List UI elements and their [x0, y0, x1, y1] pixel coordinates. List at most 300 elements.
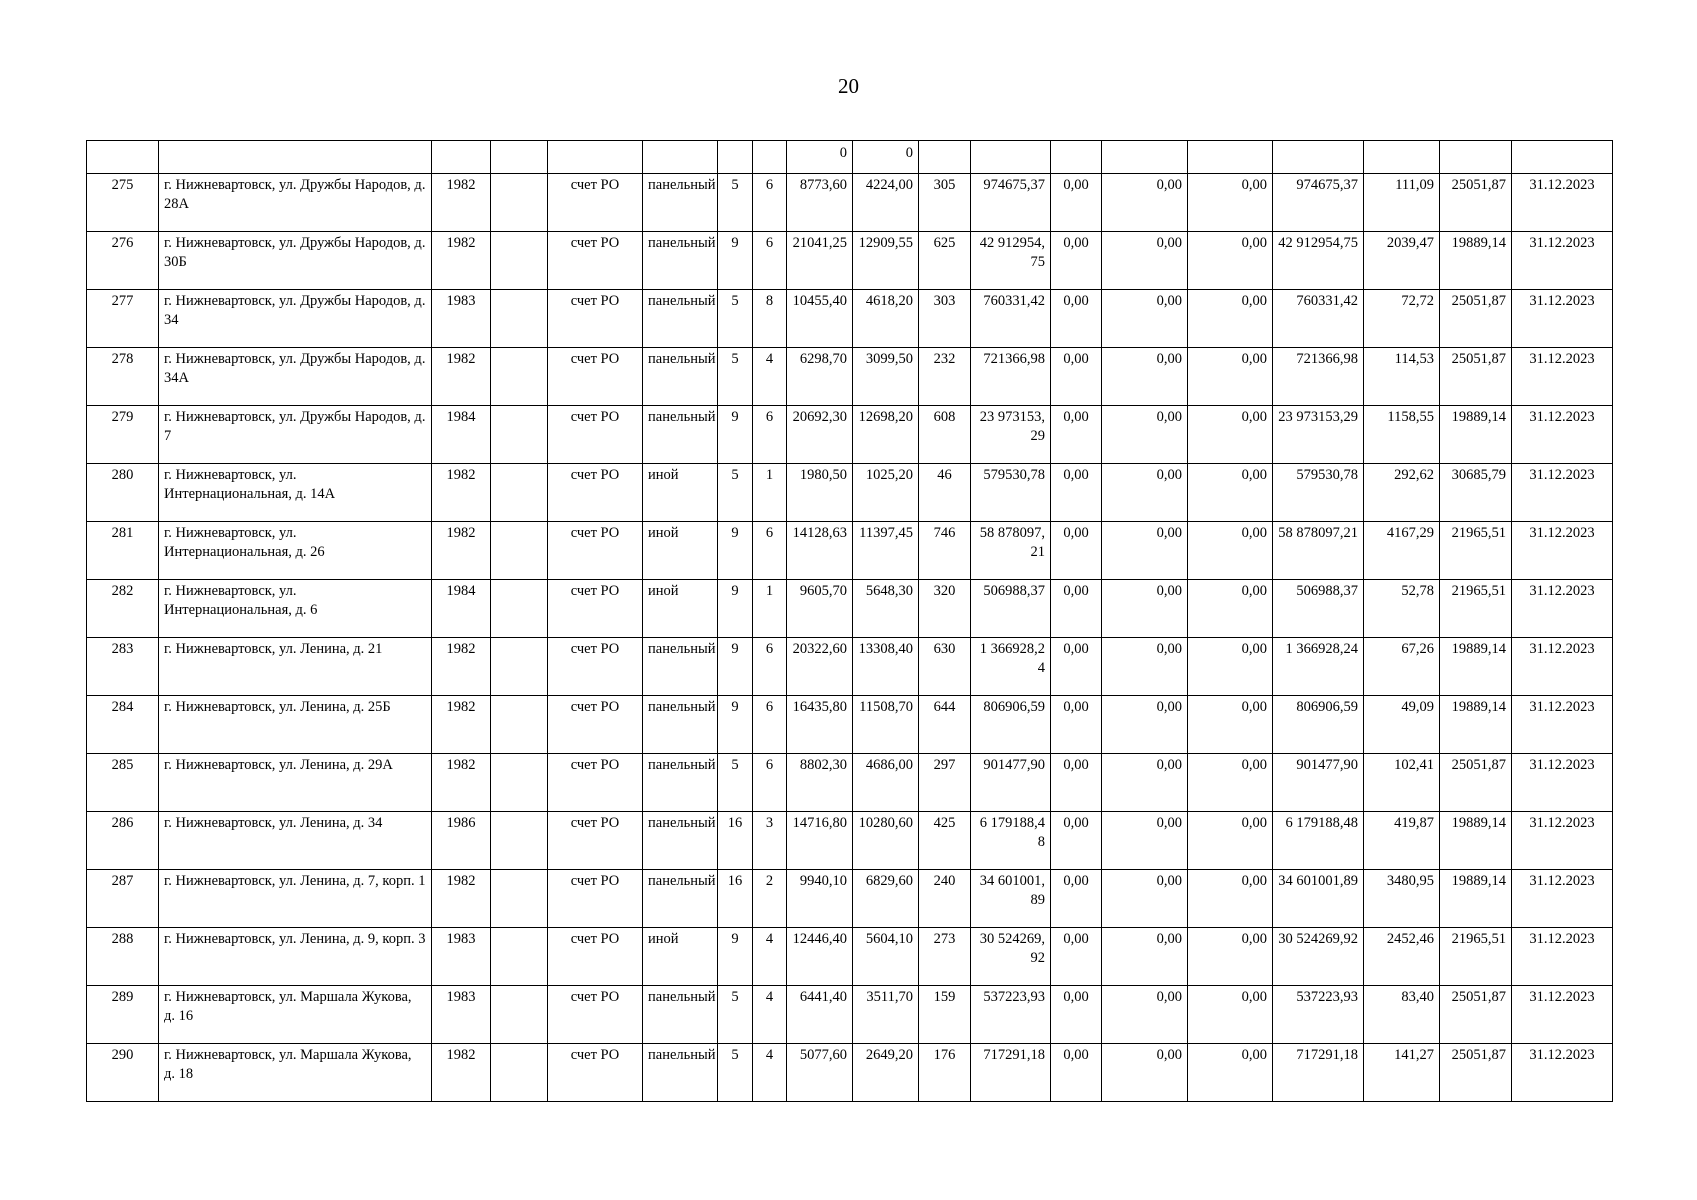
- cell-residents: 305: [919, 174, 971, 232]
- cell-cost-fed: 0,00: [1051, 464, 1102, 522]
- cell-cost-local: 0,00: [1188, 986, 1273, 1044]
- cell-material: панельный: [643, 812, 718, 870]
- cell-limit-cost: 25051,87: [1440, 290, 1512, 348]
- cell-unit-cost: 49,09: [1364, 696, 1440, 754]
- cell-cost-owners: 34 601001,89: [1273, 870, 1364, 928]
- cell-address: г. Нижневартовск, ул. Дружбы Народов, д. 34А: [159, 348, 432, 406]
- cell-cost-region: 0,00: [1102, 174, 1188, 232]
- cell-floors: 9: [718, 232, 753, 290]
- cell-date: 31.12.2023: [1512, 406, 1613, 464]
- cell-year: 1982: [432, 754, 491, 812]
- cell-cost-total: 721366,98: [971, 348, 1051, 406]
- cell-cost-owners: 42 912954,75: [1273, 232, 1364, 290]
- continuation-cell: [491, 141, 548, 174]
- continuation-cell: [1102, 141, 1188, 174]
- cell-residents: 176: [919, 1044, 971, 1102]
- cell-number: 285: [87, 754, 159, 812]
- cell-empty: [491, 870, 548, 928]
- cell-unit-cost: 83,40: [1364, 986, 1440, 1044]
- cell-limit-cost: 21965,51: [1440, 928, 1512, 986]
- continuation-cell: [1051, 141, 1102, 174]
- cell-limit-cost: 25051,87: [1440, 348, 1512, 406]
- cell-date: 31.12.2023: [1512, 928, 1613, 986]
- cell-unit-cost: 72,72: [1364, 290, 1440, 348]
- cell-cost-owners: 901477,90: [1273, 754, 1364, 812]
- table-row: [87, 232, 1613, 290]
- cell-cost-total: 30 524269,92: [971, 928, 1051, 986]
- cell-fund: счет РО: [548, 986, 643, 1044]
- cell-cost-fed: 0,00: [1051, 928, 1102, 986]
- cell-cost-region: 0,00: [1102, 638, 1188, 696]
- cell-cost-total: 1 366928,24: [971, 638, 1051, 696]
- cell-limit-cost: 19889,14: [1440, 232, 1512, 290]
- cell-date: 31.12.2023: [1512, 290, 1613, 348]
- cell-fund: счет РО: [548, 928, 643, 986]
- cell-area-living: 5604,10: [853, 928, 919, 986]
- cell-number: 281: [87, 522, 159, 580]
- cell-cost-region: 0,00: [1102, 812, 1188, 870]
- cell-area-total: 20322,60: [787, 638, 853, 696]
- cell-cost-local: 0,00: [1188, 1044, 1273, 1102]
- cell-cost-region: 0,00: [1102, 986, 1188, 1044]
- cell-limit-cost: 25051,87: [1440, 754, 1512, 812]
- table-row: [87, 464, 1613, 522]
- cell-cost-owners: 806906,59: [1273, 696, 1364, 754]
- cell-area-living: 4224,00: [853, 174, 919, 232]
- continuation-cell: [87, 141, 159, 174]
- cell-unit-cost: 2452,46: [1364, 928, 1440, 986]
- cell-area-living: 13308,40: [853, 638, 919, 696]
- cell-cost-region: 0,00: [1102, 348, 1188, 406]
- cell-cost-local: 0,00: [1188, 928, 1273, 986]
- cell-cost-fed: 0,00: [1051, 174, 1102, 232]
- cell-area-total: 14128,63: [787, 522, 853, 580]
- cell-entrances: 4: [753, 348, 787, 406]
- cell-fund: счет РО: [548, 290, 643, 348]
- cell-fund: счет РО: [548, 522, 643, 580]
- cell-floors: 5: [718, 174, 753, 232]
- cell-cost-region: 0,00: [1102, 522, 1188, 580]
- cell-material: панельный: [643, 696, 718, 754]
- table-row: [87, 928, 1613, 986]
- cell-cost-local: 0,00: [1188, 522, 1273, 580]
- cell-area-total: 20692,30: [787, 406, 853, 464]
- cell-empty: [491, 174, 548, 232]
- cell-area-total: 6298,70: [787, 348, 853, 406]
- table-row: [87, 754, 1613, 812]
- cell-floors: 9: [718, 638, 753, 696]
- cell-cost-fed: 0,00: [1051, 580, 1102, 638]
- cell-cost-fed: 0,00: [1051, 986, 1102, 1044]
- cell-year: 1983: [432, 986, 491, 1044]
- register-table: [86, 140, 1613, 1102]
- cell-limit-cost: 19889,14: [1440, 812, 1512, 870]
- cell-material: панельный: [643, 870, 718, 928]
- cell-fund: счет РО: [548, 406, 643, 464]
- cell-address: г. Нижневартовск, ул. Ленина, д. 25Б: [159, 696, 432, 754]
- cell-unit-cost: 114,53: [1364, 348, 1440, 406]
- cell-cost-total: 717291,18: [971, 1044, 1051, 1102]
- cell-residents: 625: [919, 232, 971, 290]
- cell-cost-local: 0,00: [1188, 174, 1273, 232]
- cell-limit-cost: 25051,87: [1440, 986, 1512, 1044]
- cell-unit-cost: 292,62: [1364, 464, 1440, 522]
- cell-cost-owners: 1 366928,24: [1273, 638, 1364, 696]
- cell-number: 286: [87, 812, 159, 870]
- cell-unit-cost: 141,27: [1364, 1044, 1440, 1102]
- cell-cost-fed: 0,00: [1051, 812, 1102, 870]
- cell-entrances: 8: [753, 290, 787, 348]
- cell-date: 31.12.2023: [1512, 464, 1613, 522]
- cell-cost-owners: 23 973153,29: [1273, 406, 1364, 464]
- cell-area-total: 16435,80: [787, 696, 853, 754]
- cell-entrances: 6: [753, 522, 787, 580]
- cell-cost-region: 0,00: [1102, 754, 1188, 812]
- cell-date: 31.12.2023: [1512, 754, 1613, 812]
- cell-cost-total: 901477,90: [971, 754, 1051, 812]
- cell-material: иной: [643, 928, 718, 986]
- cell-material: иной: [643, 522, 718, 580]
- cell-cost-fed: 0,00: [1051, 522, 1102, 580]
- continuation-cell: [1440, 141, 1512, 174]
- cell-floors: 5: [718, 290, 753, 348]
- cell-year: 1982: [432, 870, 491, 928]
- cell-limit-cost: 19889,14: [1440, 870, 1512, 928]
- cell-empty: [491, 812, 548, 870]
- cell-address: г. Нижневартовск, ул. Ленина, д. 29А: [159, 754, 432, 812]
- table-row: [87, 406, 1613, 464]
- cell-unit-cost: 4167,29: [1364, 522, 1440, 580]
- cell-date: 31.12.2023: [1512, 812, 1613, 870]
- cell-empty: [491, 754, 548, 812]
- cell-limit-cost: 21965,51: [1440, 580, 1512, 638]
- cell-entrances: 6: [753, 754, 787, 812]
- cell-limit-cost: 25051,87: [1440, 174, 1512, 232]
- cell-residents: 630: [919, 638, 971, 696]
- page-number: 20: [838, 74, 859, 98]
- cell-entrances: 4: [753, 928, 787, 986]
- table-row: [87, 348, 1613, 406]
- cell-area-total: 9940,10: [787, 870, 853, 928]
- cell-cost-owners: 6 179188,48: [1273, 812, 1364, 870]
- cell-area-living: 12698,20: [853, 406, 919, 464]
- cell-fund: счет РО: [548, 696, 643, 754]
- cell-address: г. Нижневартовск, ул. Дружбы Народов, д. 34: [159, 290, 432, 348]
- cell-address: г. Нижневартовск, ул. Маршала Жукова, д. 16: [159, 986, 432, 1044]
- cell-entrances: 6: [753, 696, 787, 754]
- cell-area-living: 4686,00: [853, 754, 919, 812]
- cell-address: г. Нижневартовск, ул. Маршала Жукова, д. 18: [159, 1044, 432, 1102]
- continuation-cell: [643, 141, 718, 174]
- cell-area-living: 1025,20: [853, 464, 919, 522]
- cell-number: 276: [87, 232, 159, 290]
- cell-cost-fed: 0,00: [1051, 348, 1102, 406]
- cell-year: 1983: [432, 928, 491, 986]
- continuation-cell: 0: [853, 141, 919, 174]
- table-row: [87, 522, 1613, 580]
- continuation-cell: [971, 141, 1051, 174]
- cell-address: г. Нижневартовск, ул. Интернациональная, д. 14А: [159, 464, 432, 522]
- cell-cost-fed: 0,00: [1051, 754, 1102, 812]
- cell-cost-region: 0,00: [1102, 870, 1188, 928]
- cell-cost-fed: 0,00: [1051, 232, 1102, 290]
- cell-year: 1982: [432, 232, 491, 290]
- cell-year: 1984: [432, 580, 491, 638]
- cell-number: 275: [87, 174, 159, 232]
- cell-cost-total: 23 973153,29: [971, 406, 1051, 464]
- cell-area-total: 6441,40: [787, 986, 853, 1044]
- cell-area-living: 4618,20: [853, 290, 919, 348]
- cell-limit-cost: 30685,79: [1440, 464, 1512, 522]
- cell-material: панельный: [643, 754, 718, 812]
- cell-cost-local: 0,00: [1188, 754, 1273, 812]
- cell-area-total: 8802,30: [787, 754, 853, 812]
- cell-entrances: 1: [753, 580, 787, 638]
- cell-empty: [491, 696, 548, 754]
- cell-area-living: 11508,70: [853, 696, 919, 754]
- cell-limit-cost: 21965,51: [1440, 522, 1512, 580]
- cell-unit-cost: 2039,47: [1364, 232, 1440, 290]
- cell-entrances: 4: [753, 986, 787, 1044]
- cell-cost-region: 0,00: [1102, 232, 1188, 290]
- cell-cost-total: 506988,37: [971, 580, 1051, 638]
- cell-date: 31.12.2023: [1512, 986, 1613, 1044]
- cell-cost-owners: 760331,42: [1273, 290, 1364, 348]
- cell-entrances: 6: [753, 174, 787, 232]
- cell-residents: 240: [919, 870, 971, 928]
- cell-cost-total: 58 878097,21: [971, 522, 1051, 580]
- cell-floors: 16: [718, 870, 753, 928]
- cell-empty: [491, 406, 548, 464]
- cell-empty: [491, 464, 548, 522]
- cell-floors: 9: [718, 928, 753, 986]
- cell-date: 31.12.2023: [1512, 174, 1613, 232]
- cell-number: 279: [87, 406, 159, 464]
- cell-floors: 5: [718, 348, 753, 406]
- cell-fund: счет РО: [548, 464, 643, 522]
- cell-number: 280: [87, 464, 159, 522]
- cell-area-total: 21041,25: [787, 232, 853, 290]
- cell-residents: 46: [919, 464, 971, 522]
- cell-unit-cost: 1158,55: [1364, 406, 1440, 464]
- cell-cost-total: 974675,37: [971, 174, 1051, 232]
- cell-limit-cost: 19889,14: [1440, 406, 1512, 464]
- cell-floors: 9: [718, 522, 753, 580]
- cell-cost-owners: 30 524269,92: [1273, 928, 1364, 986]
- cell-cost-local: 0,00: [1188, 638, 1273, 696]
- cell-date: 31.12.2023: [1512, 638, 1613, 696]
- cell-cost-local: 0,00: [1188, 348, 1273, 406]
- cell-address: г. Нижневартовск, ул. Дружбы Народов, д. 30Б: [159, 232, 432, 290]
- cell-number: 282: [87, 580, 159, 638]
- table-row: [87, 290, 1613, 348]
- continuation-cell: [1512, 141, 1613, 174]
- continuation-cell: [1364, 141, 1440, 174]
- cell-cost-fed: 0,00: [1051, 1044, 1102, 1102]
- cell-entrances: 6: [753, 406, 787, 464]
- continuation-cell: 0: [787, 141, 853, 174]
- cell-address: г. Нижневартовск, ул. Ленина, д. 34: [159, 812, 432, 870]
- cell-empty: [491, 232, 548, 290]
- cell-area-total: 8773,60: [787, 174, 853, 232]
- cell-address: г. Нижневартовск, ул. Ленина, д. 7, корп. 1: [159, 870, 432, 928]
- cell-year: 1982: [432, 522, 491, 580]
- cell-number: 287: [87, 870, 159, 928]
- cell-area-total: 5077,60: [787, 1044, 853, 1102]
- cell-cost-region: 0,00: [1102, 290, 1188, 348]
- cell-number: 290: [87, 1044, 159, 1102]
- cell-date: 31.12.2023: [1512, 696, 1613, 754]
- cell-date: 31.12.2023: [1512, 1044, 1613, 1102]
- cell-limit-cost: 19889,14: [1440, 696, 1512, 754]
- cell-material: панельный: [643, 406, 718, 464]
- cell-material: панельный: [643, 638, 718, 696]
- cell-entrances: 4: [753, 1044, 787, 1102]
- cell-cost-fed: 0,00: [1051, 290, 1102, 348]
- cell-residents: 746: [919, 522, 971, 580]
- table-row: [87, 638, 1613, 696]
- cell-floors: 5: [718, 754, 753, 812]
- continuation-cell: [753, 141, 787, 174]
- cell-date: 31.12.2023: [1512, 580, 1613, 638]
- continuation-cell: [919, 141, 971, 174]
- cell-address: г. Нижневартовск, ул. Интернациональная, д. 6: [159, 580, 432, 638]
- cell-fund: счет РО: [548, 174, 643, 232]
- cell-cost-local: 0,00: [1188, 290, 1273, 348]
- cell-empty: [491, 348, 548, 406]
- cell-cost-fed: 0,00: [1051, 696, 1102, 754]
- continuation-cell: [159, 141, 432, 174]
- cell-cost-owners: 506988,37: [1273, 580, 1364, 638]
- cell-cost-region: 0,00: [1102, 406, 1188, 464]
- cell-year: 1982: [432, 1044, 491, 1102]
- cell-empty: [491, 522, 548, 580]
- table-row: [87, 174, 1613, 232]
- cell-residents: 273: [919, 928, 971, 986]
- cell-cost-total: 6 179188,48: [971, 812, 1051, 870]
- cell-unit-cost: 67,26: [1364, 638, 1440, 696]
- table-row: [87, 812, 1613, 870]
- cell-area-living: 2649,20: [853, 1044, 919, 1102]
- cell-entrances: 3: [753, 812, 787, 870]
- cell-cost-total: 806906,59: [971, 696, 1051, 754]
- cell-area-total: 1980,50: [787, 464, 853, 522]
- cell-floors: 5: [718, 464, 753, 522]
- cell-entrances: 1: [753, 464, 787, 522]
- cell-cost-fed: 0,00: [1051, 406, 1102, 464]
- cell-area-living: 3099,50: [853, 348, 919, 406]
- continuation-cell: [718, 141, 753, 174]
- cell-year: 1982: [432, 464, 491, 522]
- cell-cost-local: 0,00: [1188, 870, 1273, 928]
- cell-cost-local: 0,00: [1188, 464, 1273, 522]
- cell-limit-cost: 19889,14: [1440, 638, 1512, 696]
- cell-cost-owners: 721366,98: [1273, 348, 1364, 406]
- table-row: [87, 580, 1613, 638]
- cell-cost-owners: 717291,18: [1273, 1044, 1364, 1102]
- cell-residents: 303: [919, 290, 971, 348]
- cell-fund: счет РО: [548, 638, 643, 696]
- cell-address: г. Нижневартовск, ул. Ленина, д. 9, корп. 3: [159, 928, 432, 986]
- continuation-cell: [1188, 141, 1273, 174]
- cell-cost-fed: 0,00: [1051, 870, 1102, 928]
- cell-cost-region: 0,00: [1102, 928, 1188, 986]
- continuation-cell: [548, 141, 643, 174]
- cell-area-total: 14716,80: [787, 812, 853, 870]
- cell-cost-local: 0,00: [1188, 812, 1273, 870]
- cell-area-total: 10455,40: [787, 290, 853, 348]
- cell-material: панельный: [643, 232, 718, 290]
- cell-cost-total: 760331,42: [971, 290, 1051, 348]
- cell-area-living: 11397,45: [853, 522, 919, 580]
- cell-empty: [491, 928, 548, 986]
- cell-cost-owners: 974675,37: [1273, 174, 1364, 232]
- cell-empty: [491, 638, 548, 696]
- cell-cost-total: 34 601001,89: [971, 870, 1051, 928]
- cell-area-living: 10280,60: [853, 812, 919, 870]
- cell-material: панельный: [643, 348, 718, 406]
- cell-unit-cost: 52,78: [1364, 580, 1440, 638]
- cell-empty: [491, 1044, 548, 1102]
- cell-address: г. Нижневартовск, ул. Дружбы Народов, д. 28А: [159, 174, 432, 232]
- cell-year: 1984: [432, 406, 491, 464]
- cell-unit-cost: 419,87: [1364, 812, 1440, 870]
- cell-cost-region: 0,00: [1102, 464, 1188, 522]
- cell-empty: [491, 580, 548, 638]
- cell-cost-total: 42 912954,75: [971, 232, 1051, 290]
- cell-residents: 297: [919, 754, 971, 812]
- cell-number: 283: [87, 638, 159, 696]
- cell-year: 1986: [432, 812, 491, 870]
- cell-unit-cost: 3480,95: [1364, 870, 1440, 928]
- cell-fund: счет РО: [548, 580, 643, 638]
- cell-area-living: 3511,70: [853, 986, 919, 1044]
- cell-cost-local: 0,00: [1188, 232, 1273, 290]
- cell-area-living: 5648,30: [853, 580, 919, 638]
- cell-empty: [491, 986, 548, 1044]
- cell-number: 288: [87, 928, 159, 986]
- cell-residents: 644: [919, 696, 971, 754]
- cell-material: иной: [643, 464, 718, 522]
- cell-floors: 9: [718, 696, 753, 754]
- cell-limit-cost: 25051,87: [1440, 1044, 1512, 1102]
- cell-cost-region: 0,00: [1102, 580, 1188, 638]
- cell-year: 1983: [432, 290, 491, 348]
- cell-fund: счет РО: [548, 348, 643, 406]
- cell-fund: счет РО: [548, 870, 643, 928]
- cell-material: панельный: [643, 1044, 718, 1102]
- cell-date: 31.12.2023: [1512, 522, 1613, 580]
- cell-date: 31.12.2023: [1512, 232, 1613, 290]
- cell-residents: 232: [919, 348, 971, 406]
- cell-address: г. Нижневартовск, ул. Интернациональная, д. 26: [159, 522, 432, 580]
- table-row: [87, 986, 1613, 1044]
- cell-unit-cost: 111,09: [1364, 174, 1440, 232]
- cell-floors: 5: [718, 1044, 753, 1102]
- cell-cost-owners: 58 878097,21: [1273, 522, 1364, 580]
- cell-empty: [491, 290, 548, 348]
- continuation-cell: [432, 141, 491, 174]
- cell-cost-owners: 579530,78: [1273, 464, 1364, 522]
- cell-number: 289: [87, 986, 159, 1044]
- cell-residents: 608: [919, 406, 971, 464]
- cell-floors: 9: [718, 580, 753, 638]
- cell-fund: счет РО: [548, 232, 643, 290]
- cell-residents: 159: [919, 986, 971, 1044]
- cell-year: 1982: [432, 174, 491, 232]
- cell-entrances: 6: [753, 232, 787, 290]
- cell-area-living: 6829,60: [853, 870, 919, 928]
